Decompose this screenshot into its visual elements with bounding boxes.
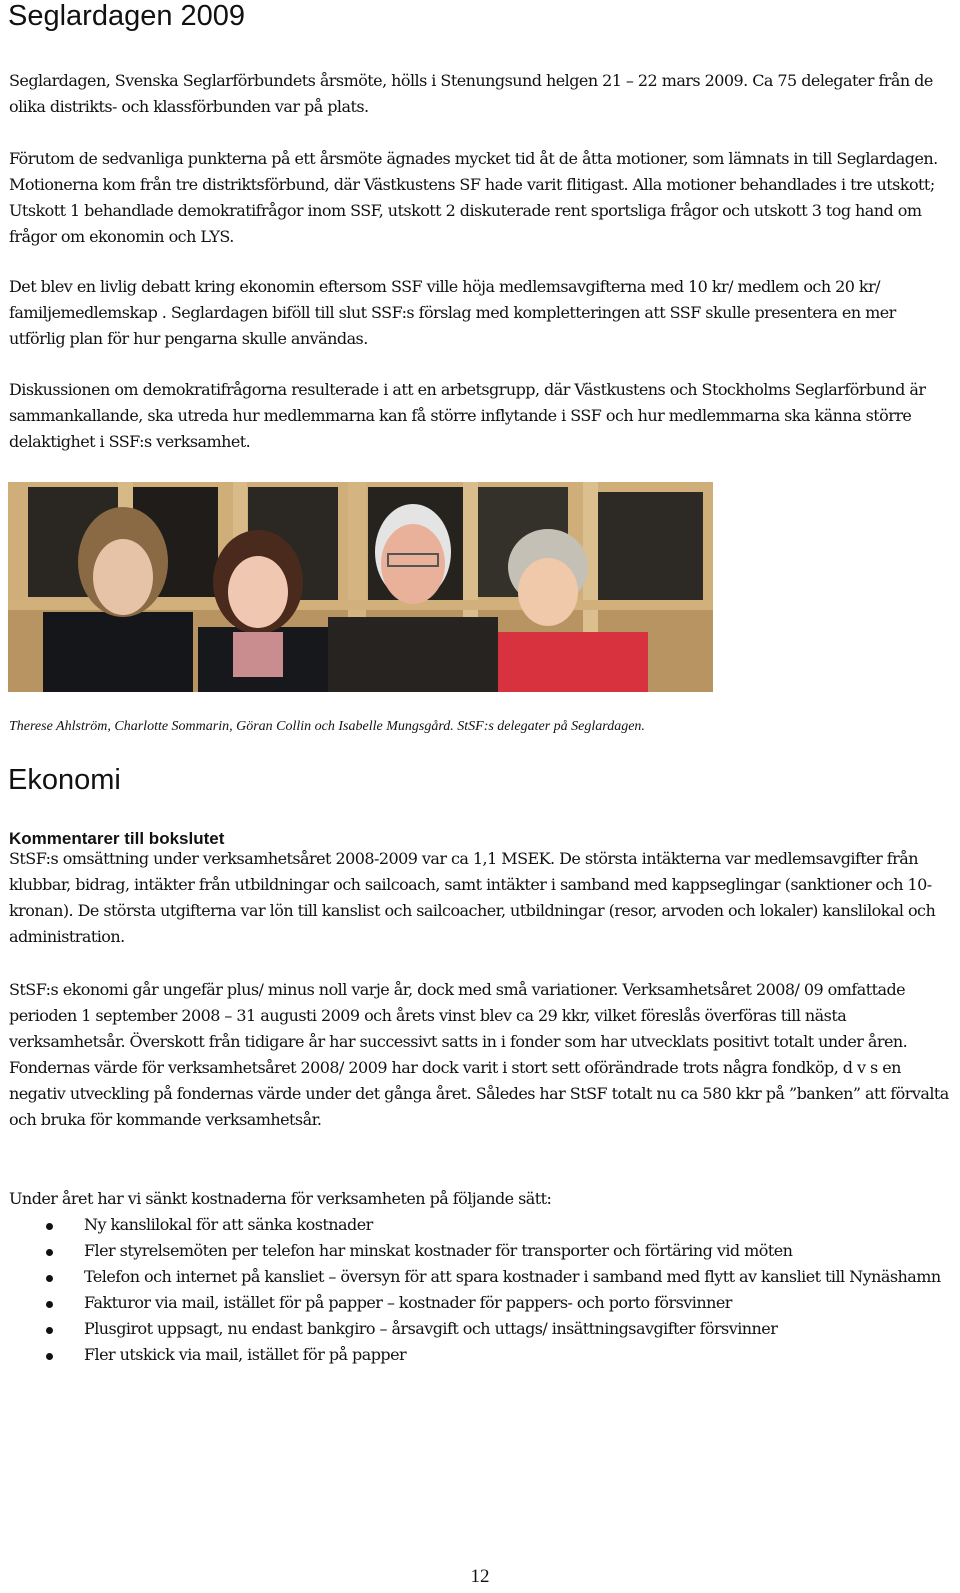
subsection-title-bokslut: Kommentarer till bokslutet (9, 829, 225, 848)
section-title-seglardagen: Seglardagen 2009 (8, 0, 246, 32)
list-item: Fakturor via mail, istället för på papper – kostnader för pappers- och porto försvinner (0, 1290, 944, 1316)
paragraph-intro: Seglardagen, Svenska Seglarförbundets årsmöte, hölls i Stenungsund helgen 21 – 22 mars 2009. Ca 75 delegater från de olika distrikts- och klassförbunden var på plats. (9, 71, 933, 116)
section-title-ekonomi: Ekonomi (8, 764, 121, 796)
bullet-dot-icon (46, 1275, 53, 1282)
list-item: Fler styrelsemöten per telefon har minskat kostnader för transporter och förtäring vid möten (0, 1238, 944, 1264)
delegates-photo (8, 482, 713, 692)
bullet-dot-icon (46, 1249, 53, 1256)
paragraph-omsattning: StSF:s omsättning under verksamhetsåret 2008-2009 var ca 1,1 MSEK. De största intäkterna var medlemsavgifter från klubbar, bidrag, intäkter från utbildningar och sailcoach, samt intäkter i samband med kappseglingar (sanktioner och 10-kronan). De största utgifterna var lön till kanslist och sailcoacher, utbildningar (resor, arvoden och lokaler) kanslilokal och administration. (9, 849, 936, 946)
paragraph-kostnader-intro: Under året har vi sänkt kostnaderna för verksamheten på följande sätt: (9, 1189, 552, 1208)
paragraph-motioner: Förutom de sedvanliga punkterna på ett årsmöte ägnades mycket tid åt de åtta motioner, som lämnats in till Seglardagen. Motionerna kom från tre distriktsförbund, där Västkustens SF hade varit flitigast. Alla motioner behandlades i tre utskott; Utskott 1 behandlade demokratifrågor inom SSF, utskott 2 diskuterade rent sportsliga frågor och utskott 3 tog hand om frågor om ekonomin och LYS. (9, 149, 938, 246)
bullet-dot-icon (46, 1223, 53, 1230)
photo-caption: Therese Ahlström, Charlotte Sommarin, Göran Collin och Isabelle Mungsgård. StSF:s delegater på Seglardagen. (9, 719, 645, 734)
list-item: Plusgirot uppsagt, nu endast bankgiro – årsavgift och uttags/ insättningsavgifter försvinner (0, 1316, 944, 1342)
list-item: Ny kanslilokal för att sänka kostnader (0, 1212, 944, 1238)
list-item: Fler utskick via mail, istället för på papper (0, 1342, 944, 1368)
bullet-dot-icon (46, 1353, 53, 1360)
paragraph-ekonomi-resultat: StSF:s ekonomi går ungefär plus/ minus noll varje år, dock med små variationer. Verksamhetsåret 2008/ 09 omfattade perioden 1 september 2008 – 31 augusti 2009 och årets vinst blev ca 29 kkr, vilket föreslås överföras till nästa verksamhetsår. Överskott från tidigare år har successivt satts in i fonder som har utvecklats positivt totalt under åren. Fondernas värde för verksamhetsåret 2008/ 2009 har dock varit i stort sett oförändrade trots några fondköp, d v s en negativ utveckling på fondernas värde under det gånga året. Således har StSF totalt nu ca 580 kkr på ”banken” att förvalta och bruka för kommande verksamhetsår. (9, 980, 949, 1129)
bullet-dot-icon (46, 1327, 53, 1334)
paragraph-demokrati: Diskussionen om demokratifrågorna resulterade i att en arbetsgrupp, där Västkustens och Stockholms Seglarförbund är sammankallande, ska utreda hur medlemmarna kan få större inflytande i SSF och hur medlemmarna ska känna större delaktighet i SSF:s verksamhet. (9, 380, 926, 451)
page-number: 12 (470, 1566, 490, 1587)
cost-reduction-list (0, 1212, 960, 1368)
list-item: Telefon och internet på kansliet – översyn för att spara kostnader i samband med flytt av kansliet till Nynäshamn (0, 1264, 944, 1290)
bullet-dot-icon (46, 1301, 53, 1308)
paragraph-debatt: Det blev en livlig debatt kring ekonomin eftersom SSF ville höja medlemsavgifterna med 10 kr/ medlem och 20 kr/ familjemedlemskap . Seglardagen biföll till slut SSF:s förslag med kompletteringen att SSF skulle presentera en mer utförlig plan för hur pengarna skulle användas. (9, 277, 896, 348)
